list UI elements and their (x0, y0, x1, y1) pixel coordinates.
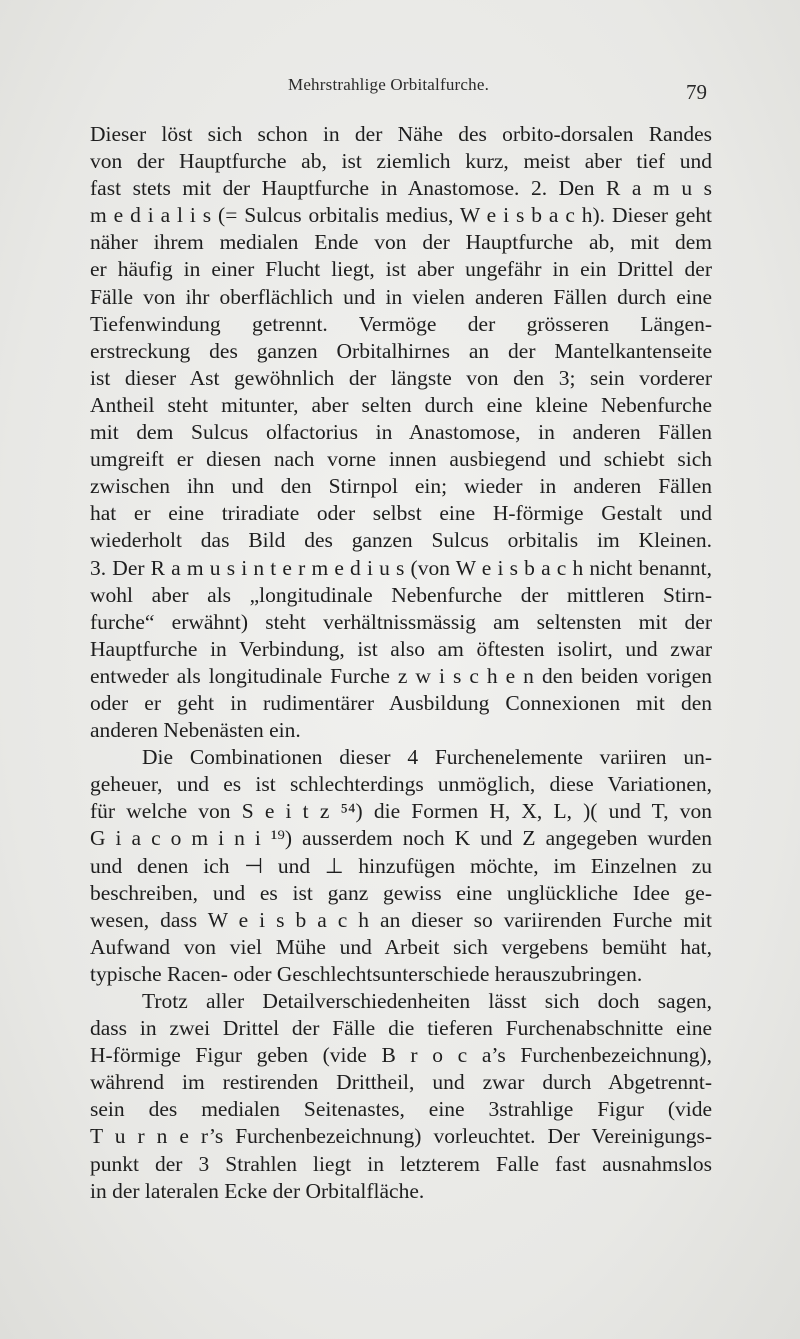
text-line: hat er eine triradiate oder selbst eine H-förmige Gestalt und (90, 501, 712, 526)
paragraph-container (90, 121, 712, 1205)
paragraph (90, 744, 712, 988)
text-line: für welche von S e i t z ⁵⁴) die Formen H, X, L, )( und T, von (90, 799, 712, 824)
text-line: oder er geht in rudimentärer Ausbildung Connexionen mit den (90, 690, 712, 715)
text-line: dass in zwei Drittel der Fälle die tieferen Furchenabschnitte eine (90, 1016, 712, 1041)
running-title: Mehrstrahlige Orbitalfurche. (288, 75, 490, 94)
text-line: Tiefenwindung getrennt. Vermöge der grösseren Längen- (90, 311, 712, 336)
text-line: mit dem Sulcus olfactorius in Anastomose, in anderen Fällen (90, 420, 712, 445)
text-line: wohl aber als „longitudinale Nebenfurche der mittleren Stirn- (90, 582, 712, 607)
text-line: punkt der 3 Strahlen liegt in letzterem Falle fast ausnahmslos (90, 1151, 712, 1176)
text-line: Die Combinationen dieser 4 Furchenelemente variiren un- (142, 745, 712, 770)
paragraph (90, 121, 712, 744)
text-line: er häufig in einer Flucht liegt, ist aber ungefähr in ein Drittel der (90, 257, 712, 282)
body-text (90, 121, 712, 1205)
text-line: anderen Nebenästen ein. (90, 718, 301, 743)
text-line: Dieser löst sich schon in der Nähe des orbito-dorsalen Randes (90, 122, 712, 146)
text-line: sein des medialen Seitenastes, eine 3strahlige Figur (vide (90, 1097, 712, 1122)
text-line: Trotz aller Detailverschiedenheiten lässt sich doch sagen, (142, 989, 712, 1013)
text-line: näher ihrem medialen Ende von der Hauptfurche ab, mit dem (90, 230, 712, 255)
text-line: T u r n e r’s Furchenbezeichnung) vorleuchtet. Der Vereinigungs- (90, 1124, 712, 1149)
text-line: fast stets mit der Hauptfurche in Anastomose. 2. Den R a m u s (90, 176, 712, 201)
text-line: G i a c o m i n i ¹⁹) ausserdem noch K und Z angegeben wurden (90, 826, 712, 851)
text-line: typische Racen- oder Geschlechtsunterschiede herauszubringen. (90, 961, 643, 986)
text-line: 3. Der R a m u s i n t e r m e d i u s (von W e i s b a c h nicht benannt, (90, 555, 712, 580)
text-line: in der lateralen Ecke der Orbitalfläche. (90, 1178, 425, 1203)
text-line: entweder als longitudinale Furche z w i s c h e n den beiden vorigen (90, 663, 712, 688)
text-line: wiederholt das Bild des ganzen Sulcus orbitalis im Kleinen. (90, 528, 712, 553)
text-line: von der Hauptfurche ab, ist ziemlich kurz, meist aber tief und (90, 149, 712, 174)
text-line: furche“ erwähnt) steht verhältnissmässig am seltensten mit der (90, 609, 712, 634)
text-line: ist dieser Ast gewöhnlich der längste von den 3; sein vorderer (90, 365, 712, 390)
text-line: geheuer, und es ist schlechterdings unmöglich, diese Variationen, (90, 772, 712, 797)
text-line: zwischen ihn und den Stirnpol ein; wieder in anderen Fällen (90, 474, 712, 499)
text-line: erstreckung des ganzen Orbitalhirnes an der Mantelkantenseite (90, 338, 712, 363)
paragraph (90, 988, 712, 1205)
text-line: Fälle von ihr oberflächlich und in vielen anderen Fällen durch eine (90, 284, 712, 309)
text-line: Antheil steht mitunter, aber selten durch eine kleine Nebenfurche (90, 392, 712, 417)
page-number: 79 (686, 80, 707, 104)
text-line: beschreiben, und es ist ganz gewiss eine unglückliche Idee ge- (90, 880, 712, 905)
text-line: Hauptfurche in Verbindung, ist also am öftesten isolirt, und zwar (90, 636, 712, 661)
text-line: wesen, dass W e i s b a c h an dieser so variirenden Furche mit (90, 907, 712, 932)
text-line: umgreift er diesen nach vorne innen ausbiegend und schiebt sich (90, 447, 712, 472)
text-line: Aufwand von viel Mühe und Arbeit sich vergebens bemüht hat, (90, 934, 712, 959)
text-line: H-förmige Figur geben (vide B r o c a’s Furchenbezeichnung), (90, 1043, 712, 1068)
text-line: m e d i a l i s (= Sulcus orbitalis medius, W e i s b a c h). Dieser geht (90, 203, 712, 228)
text-line: und denen ich ⊣ und ⊥ hinzufügen möchte, im Einzelnen zu (90, 853, 712, 878)
text-line: während im restirenden Drittheil, und zwar durch Abgetrennt- (90, 1070, 712, 1095)
